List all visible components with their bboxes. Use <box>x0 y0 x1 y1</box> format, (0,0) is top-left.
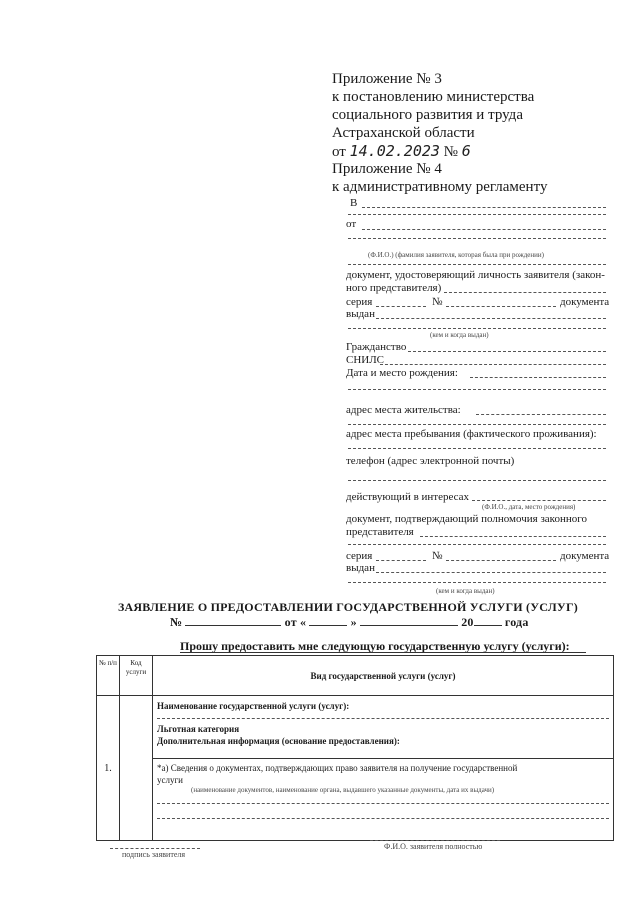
issued-label: выдан <box>346 308 375 320</box>
acting-label: действующий в интересах <box>346 491 470 503</box>
to-field[interactable] <box>362 207 606 208</box>
fio-footer-field[interactable] <box>370 840 500 841</box>
documents-cell <box>153 759 614 841</box>
documents-label-2: услуги <box>157 775 183 785</box>
fio-note: (Ф.И.О.) (фамилия заявителя, которая была при рождении) <box>368 251 544 259</box>
service-info-cell <box>153 696 614 759</box>
rep-doc-field-2[interactable] <box>348 544 606 545</box>
phone-label: телефон (адрес электронной почты) <box>346 455 515 467</box>
app-year-prefix: 20 <box>461 615 474 629</box>
from-label: от <box>346 218 357 230</box>
app-month-field[interactable] <box>360 625 458 626</box>
number-field[interactable] <box>446 306 556 307</box>
header-line-4: Астраханской области <box>332 125 475 141</box>
series-label: серия <box>346 296 373 308</box>
service-name-label: Наименование государственной услуги (услуг): <box>157 701 350 711</box>
issued2-field[interactable] <box>376 572 606 573</box>
number2-label: № <box>432 550 443 562</box>
header-line-7: к административному регламенту <box>332 179 548 195</box>
signature-label: подпись заявителя <box>122 850 186 859</box>
issued2-label: выдан <box>346 562 375 574</box>
rep-doc-label-2: представителя <box>346 526 414 538</box>
issued2-field-2[interactable] <box>348 582 606 583</box>
rep-doc-field[interactable] <box>420 536 606 537</box>
col-number-header: № п/п <box>97 656 120 696</box>
header-date-prefix: от <box>332 144 346 160</box>
app-no-label: № <box>170 615 183 629</box>
documents-note: (наименование документов, наименование органа, выдавшего указанные документы, дата их выдачи) <box>191 786 495 794</box>
citizenship-label: Гражданство <box>346 341 407 353</box>
app-number-field[interactable] <box>185 625 281 626</box>
col-type-header: Вид государственной услуги (услуг) <box>153 656 614 696</box>
rep-doc-label-1: документ, подтверждающий полномочия законного <box>346 513 587 525</box>
header-date-line <box>332 142 471 161</box>
number-label: № <box>432 296 443 308</box>
col-code-header: Код услуги <box>120 656 153 696</box>
application-title: ЗАЯВЛЕНИЕ О ПРЕДОСТАВЛЕНИИ ГОСУДАРСТВЕННОЙ УСЛУГИ (УСЛУГ) <box>118 600 578 614</box>
identity-doc-label-2: ного представителя) <box>346 282 442 294</box>
residence-label: адрес места жительства: <box>346 404 461 416</box>
stay-label: адрес места пребывания (фактического проживания): <box>346 428 597 440</box>
series2-field[interactable] <box>376 560 426 561</box>
fio-footer-label: Ф.И.О. заявителя полностью <box>384 842 483 851</box>
service-name-field[interactable] <box>157 712 609 719</box>
row-code-cell[interactable] <box>120 696 153 841</box>
series-field[interactable] <box>376 306 426 307</box>
from-field[interactable] <box>362 229 606 230</box>
signature-field[interactable] <box>110 848 200 849</box>
handwritten-number: 6 <box>461 142 471 160</box>
residence-field-2[interactable] <box>348 424 606 425</box>
header-line-2: к постановлению министерства <box>332 89 535 105</box>
document-word: документа <box>560 296 610 308</box>
residence-field[interactable] <box>476 414 606 415</box>
issued-note: (кем и когда выдан) <box>430 331 489 339</box>
app-day-field[interactable] <box>309 625 347 626</box>
citizenship-field[interactable] <box>408 351 606 352</box>
to-field-2[interactable] <box>348 214 606 215</box>
stay-field[interactable] <box>348 448 606 449</box>
row-number: 1. <box>97 696 120 841</box>
birth-label: Дата и место рождения: <box>346 367 458 379</box>
handwritten-date: 14.02.2023 <box>349 142 440 160</box>
header-line-1: Приложение № 3 <box>332 71 442 87</box>
issued-field-2[interactable] <box>348 328 606 329</box>
documents-label-1: *а) Сведения о документах, подтверждающих право заявителя на получение государственной <box>157 763 518 773</box>
services-table <box>96 655 614 841</box>
app-year-field[interactable] <box>474 625 502 626</box>
document2-word: документа <box>560 550 610 562</box>
app-from-label: от « <box>284 615 307 629</box>
app-year-word: года <box>504 615 529 629</box>
documents-field[interactable] <box>157 795 609 804</box>
request-underline <box>180 652 586 653</box>
acting-note: (Ф.И.О., дата, место рождения) <box>482 503 576 511</box>
header-number-sign: № <box>443 144 458 160</box>
to-label: В <box>350 197 358 209</box>
snils-field[interactable] <box>380 364 606 365</box>
issued-field[interactable] <box>376 318 606 319</box>
phone-field[interactable] <box>348 480 606 481</box>
identity-doc-label-1: документ, удостоверяющий личность заявителя (закон- <box>346 269 605 281</box>
number2-field[interactable] <box>446 560 556 561</box>
application-number-line <box>170 615 529 630</box>
snils-label: СНИЛС <box>346 354 385 366</box>
app-close-quote: » <box>350 615 357 629</box>
identity-doc-field[interactable] <box>444 292 606 293</box>
extra-info-label: Дополнительная информация (основание предоставления): <box>157 736 400 746</box>
fio-field-3[interactable] <box>348 264 606 265</box>
acting-field[interactable] <box>472 500 606 501</box>
issued2-note: (кем и когда выдан) <box>436 587 495 595</box>
request-text: Прошу предоставить мне следующую государственную услугу (услуги): <box>180 639 570 653</box>
series2-label: серия <box>346 550 373 562</box>
header-line-3: социального развития и труда <box>332 107 523 123</box>
header-line-6: Приложение № 4 <box>332 161 442 177</box>
documents-field-2[interactable] <box>157 804 609 819</box>
birth-field-2[interactable] <box>348 389 606 390</box>
birth-field[interactable] <box>470 377 606 378</box>
benefit-category-label: Льготная категория <box>157 724 240 734</box>
from-field-2[interactable] <box>348 238 606 239</box>
